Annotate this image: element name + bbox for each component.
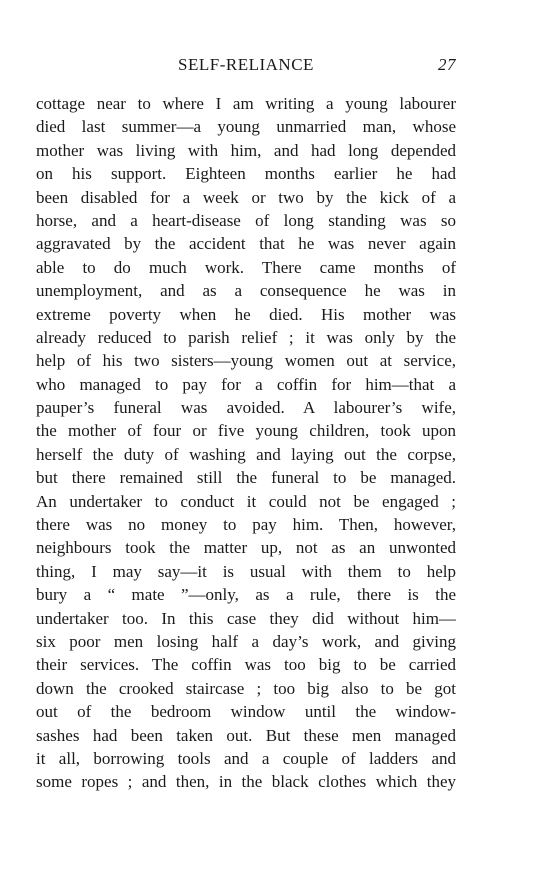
text-line: horse, and a heart-disease of long standing was so xyxy=(36,210,456,230)
text-line: already reduced to parish relief ; it was only by the xyxy=(36,327,456,347)
text-line: it all, borrowing tools and a couple of ladders and xyxy=(36,748,456,768)
text-line: herself the duty of washing and laying out the corpse, xyxy=(36,444,456,464)
text-line: some ropes ; and then, in the black clothes which they xyxy=(36,772,456,792)
text-line: undertaker too. In this case they did without him— xyxy=(36,608,456,628)
text-line: down the crooked staircase ; too big also to be got xyxy=(36,678,456,698)
text-line: extreme poverty when he died. His mother was xyxy=(36,304,456,324)
text-line: neighbours took the matter up, not as an unwonted xyxy=(36,538,456,558)
text-line: on his support. Eighteen months earlier he had xyxy=(36,164,456,184)
text-line: bury a “ mate ”—only, as a rule, there is the xyxy=(36,585,456,605)
text-line: help of his two sisters—young women out at service, xyxy=(36,351,456,371)
text-line: out of the bedroom window until the window- xyxy=(36,702,456,722)
text-line: six poor men losing half a day’s work, and giving xyxy=(36,631,456,651)
page-number: 27 xyxy=(438,55,456,74)
text-line: who managed to pay for a coffin for him—that a xyxy=(36,374,456,394)
text-line: aggravated by the accident that he was never again xyxy=(36,234,456,254)
text-line: mother was living with him, and had long depended xyxy=(36,140,456,160)
text-line: sashes had been taken out. But these men managed xyxy=(36,725,456,745)
running-title: SELF-RELIANCE xyxy=(178,55,314,74)
text-line: An undertaker to conduct it could not be engaged ; xyxy=(36,491,456,511)
text-line: able to do much work. There came months of xyxy=(36,257,456,277)
text-line: pauper’s funeral was avoided. A labourer’s wife, xyxy=(36,398,456,418)
text-line: been disabled for a week or two by the kick of a xyxy=(36,187,456,207)
text-line: there was no money to pay him. Then, however, xyxy=(36,515,456,535)
text-line: the mother of four or five young children, took upon xyxy=(36,421,456,441)
text-line: died last summer—a young unmarried man, whose xyxy=(36,117,456,137)
body-text xyxy=(36,92,456,794)
text-line: but there remained still the funeral to be managed. xyxy=(36,468,456,488)
running-head xyxy=(36,55,456,79)
text-line: unemployment, and as a consequence he was in xyxy=(36,281,456,301)
text-line: thing, I may say—it is usual with them to help xyxy=(36,561,456,581)
text-line: their services. The coffin was too big to be carried xyxy=(36,655,456,675)
text-line: cottage near to where I am writing a young labourer xyxy=(36,94,456,113)
